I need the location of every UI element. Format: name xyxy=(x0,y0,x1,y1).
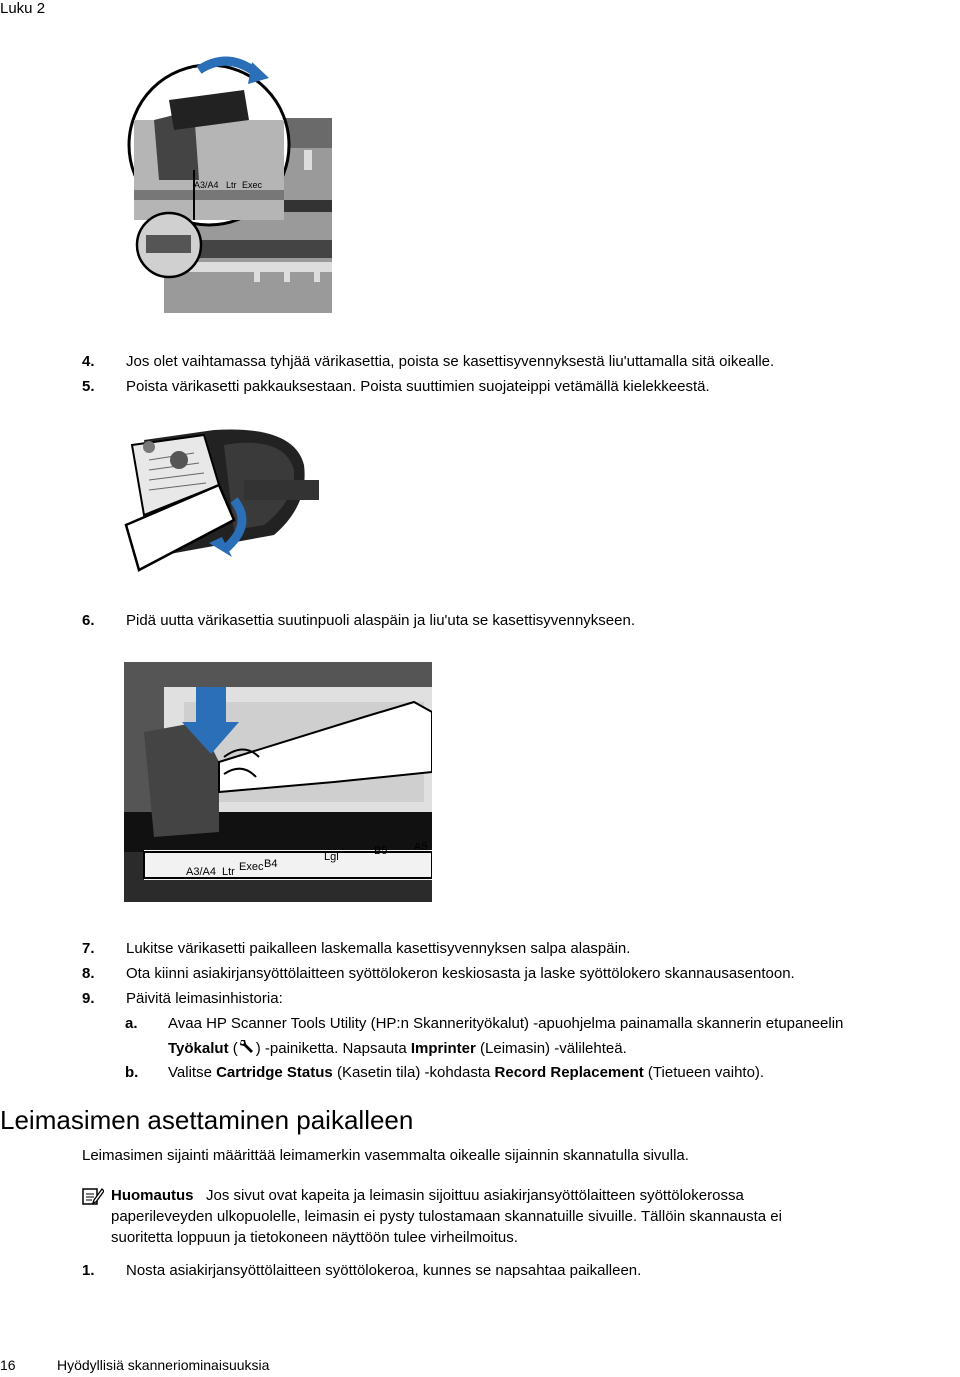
figure-latch-release xyxy=(124,40,334,315)
step-8 xyxy=(0,964,960,983)
paren-close: ) xyxy=(255,1040,261,1057)
record-replacement-label: Record Replacement xyxy=(494,1064,644,1081)
step-number: 8. xyxy=(82,965,95,982)
note-text-line3: suoritetta loppuun ja tietokoneen näyttöön tulee virheilmoitus. xyxy=(111,1229,518,1246)
after-tools-text: -painiketta. Napsauta xyxy=(260,1040,411,1057)
fig3-label-a3a4: A3/A4 xyxy=(186,866,216,878)
step-number: 4. xyxy=(82,353,95,370)
step-5 xyxy=(0,377,960,396)
substep-text: Avaa HP Scanner Tools Utility (HP:n Skannerityökalut) -apuohjelma painamalla skannerin etupaneelin xyxy=(168,1015,844,1032)
note-icon xyxy=(82,1186,104,1206)
section-title: Leimasimen asettaminen paikalleen xyxy=(0,1105,414,1135)
step-text: Nosta asiakirjansyöttölaitteen syöttölokeroa, kunnes se napsahtaa paikalleen. xyxy=(126,1262,642,1279)
step-text: Jos olet vaihtamassa tyhjää värikasettia, poista se kasettisyvennyksestä liu'uttamalla sitä oikealle. xyxy=(126,353,775,370)
cartridge-status-label: Cartridge Status xyxy=(216,1064,333,1081)
after-imprinter-text: (Leimasin) -välilehteä. xyxy=(475,1040,627,1057)
fig1-label-exec: Exec xyxy=(242,180,263,190)
step-text: Poista värikasetti pakkauksestaan. Poista suuttimien suojateippi vetämällä kielekkeestä. xyxy=(126,378,710,395)
step-6 xyxy=(0,611,960,630)
note-text-line2: paperileveyden ulkopuolelle, leimasin ei pysty tulostamaan skannatuille sivuille. Tällöin skannausta ei xyxy=(111,1208,782,1225)
step-text: Ota kiinni asiakirjansyöttölaitteen syöttölokeron keskiosasta ja laske syöttölokero skannausasentoon. xyxy=(126,965,795,982)
note-text-line1: Jos sivut ovat kapeita ja leimasin sijoittuu asiakirjansyöttölaitteen syöttölokerossa xyxy=(206,1187,744,1204)
fig1-label-a3a4: A3/A4 xyxy=(194,180,219,190)
substep-number: a. xyxy=(125,1015,138,1032)
note-label: Huomautus xyxy=(111,1187,194,1204)
step-number: 1. xyxy=(82,1262,95,1279)
step-number: 6. xyxy=(82,612,95,629)
substep-text: Valitse Cartridge Status (Kasetin tila) -kohdasta Record Replacement (Tietueen vaihto). xyxy=(168,1064,765,1081)
fig3-label-a5: A5 xyxy=(414,841,428,853)
fig3-label-exec: Exec xyxy=(239,861,264,873)
chapter-header: Luku 2 xyxy=(0,0,46,17)
substep-a-line2 xyxy=(168,1038,627,1060)
wrench-icon xyxy=(238,1038,256,1056)
step-7 xyxy=(0,939,960,958)
step-number: 7. xyxy=(82,940,95,957)
step-9 xyxy=(0,989,960,1008)
step-number: 9. xyxy=(82,990,95,1007)
step-text: Lukitse värikasetti paikalleen laskemalla kasettisyvennyksen salpa alaspäin. xyxy=(126,940,631,957)
figure-insert-cartridge xyxy=(124,662,432,902)
step-1 xyxy=(0,1261,960,1280)
substep-b xyxy=(0,1063,960,1082)
step-text: Pidä uutta värikasettia suutinpuoli alaspäin ja liu'uta se kasettisyvennykseen. xyxy=(126,612,635,629)
page-number: 16 xyxy=(0,1357,16,1373)
paren-open: ( xyxy=(228,1040,238,1057)
substep-a xyxy=(0,1014,960,1033)
step-4 xyxy=(0,352,960,371)
imprinter-label: Imprinter xyxy=(410,1040,476,1057)
section-intro: Leimasimen sijainti määrittää leimamerkin vasemmalta oikealle sijainnin skannatulla sivulla. xyxy=(82,1147,689,1164)
tools-label: Työkalut xyxy=(168,1040,229,1057)
fig3-label-ltr: Ltr xyxy=(222,866,235,878)
footer-title: Hyödyllisiä skanneriominaisuuksia xyxy=(57,1357,270,1373)
fig3-label-b4: B4 xyxy=(264,858,278,870)
substep-number: b. xyxy=(125,1064,139,1081)
fig1-label-ltr: Ltr xyxy=(226,180,237,190)
fig3-label-lgl: Lgl xyxy=(324,851,339,863)
step-text: Päivitä leimasinhistoria: xyxy=(126,990,283,1007)
step-number: 5. xyxy=(82,378,95,395)
note-block xyxy=(111,1185,911,1248)
fig3-label-b5: B5 xyxy=(374,845,388,857)
figure-cartridge-tape xyxy=(124,425,320,575)
